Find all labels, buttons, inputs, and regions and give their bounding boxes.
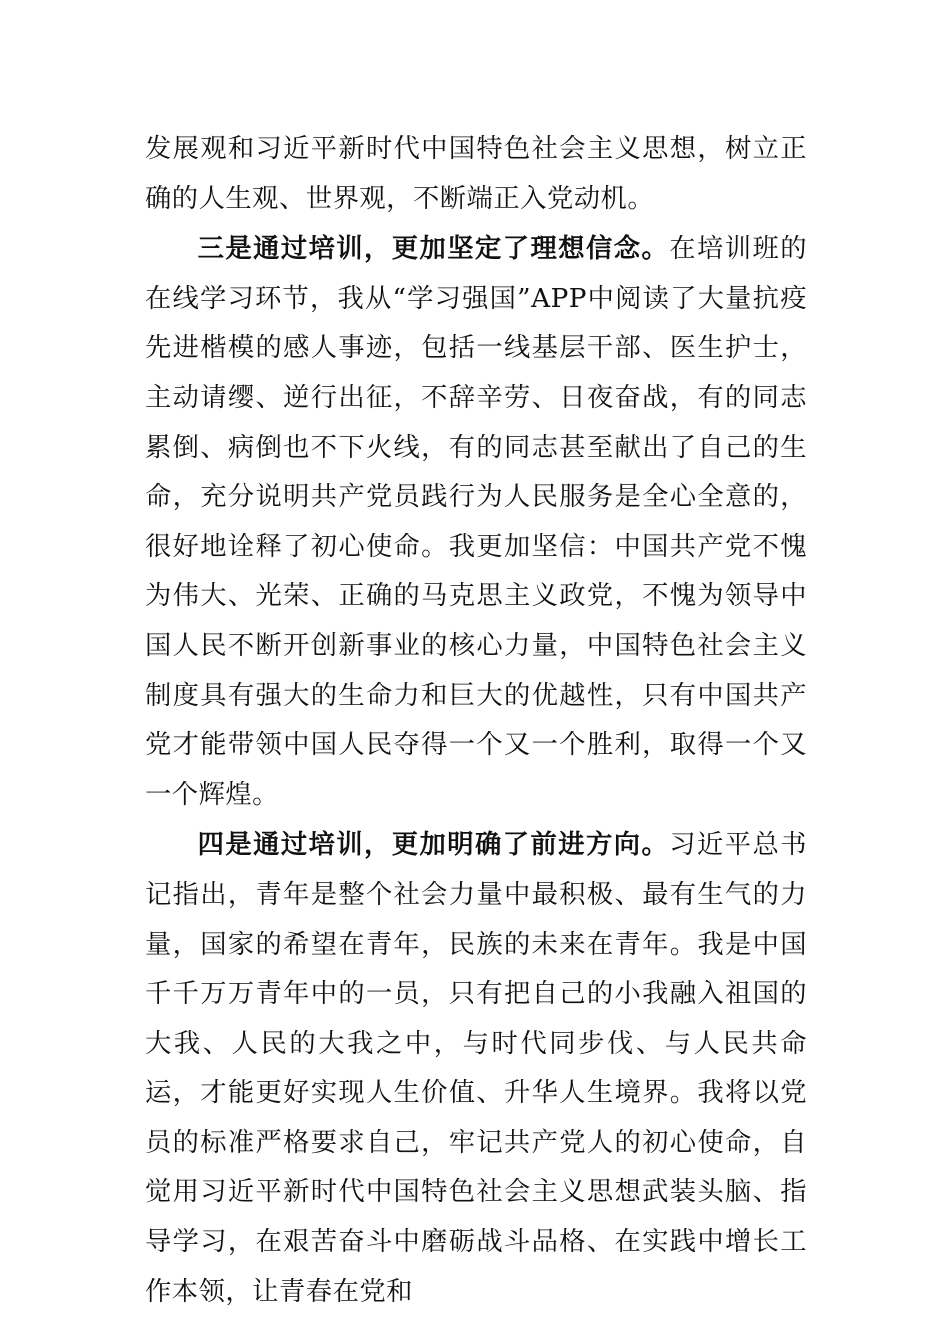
paragraph-lead: 四是通过培训，更加明确了前进方向。: [197, 829, 670, 861]
paragraph-text: 习近平总书记指出，青年是整个社会力量中最积极、最有生气的力量，国家的希望在青年，民族的未来在青年。我是中国千千万万青年中的一员，只有把自己的小我融入祖国的大我、人民的大我之中，与时代同步伐、与人民共命运，才能更好实现人生价值、升华人生境界。我将以党员的标准严格要求自己，牢记共产党人的初心使命，自觉用习近平新时代中国特色社会主义思想武装头脑、指导学习，在艰苦奋斗中磨砺战斗品格、在实践中增长工作本领，让青春在党和: [145, 830, 808, 1307]
paragraph-continuation: [145, 124, 807, 224]
paragraph-text: 发展观和习近平新时代中国特色社会主义思想，树立正确的人生观、世界观，不断端正入党动机。: [145, 134, 807, 214]
paragraph-text: 在培训班的在线学习环节，我从“学习强国”APP中阅读了大量抗疫先进楷模的感人事迹，包括一线基层干部、医生护士，主动请缨、逆行出征，不辞辛劳、日夜奋战，有的同志累倒、病倒也不下火线，有的同志甚至献出了自己的生命，充分说明共产党员践行为人民服务是全心全意的，很好地诠释了初心使命。我更加坚信：中国共产党不愧为伟大、光荣、正确的马克思主义政党，不愧为领导中国人民不断开创新事业的核心力量，中国特色社会主义制度具有强大的生命力和巨大的优越性，只有中国共产党才能带领中国人民夺得一个又一个胜利，取得一个又一个辉煌。: [145, 234, 808, 810]
paragraph-point-three: [145, 224, 807, 820]
paragraph-lead: 三是通过培训，更加坚定了理想信念。: [197, 233, 670, 265]
paragraph-point-four: [145, 820, 807, 1317]
document-body: [145, 124, 807, 1317]
